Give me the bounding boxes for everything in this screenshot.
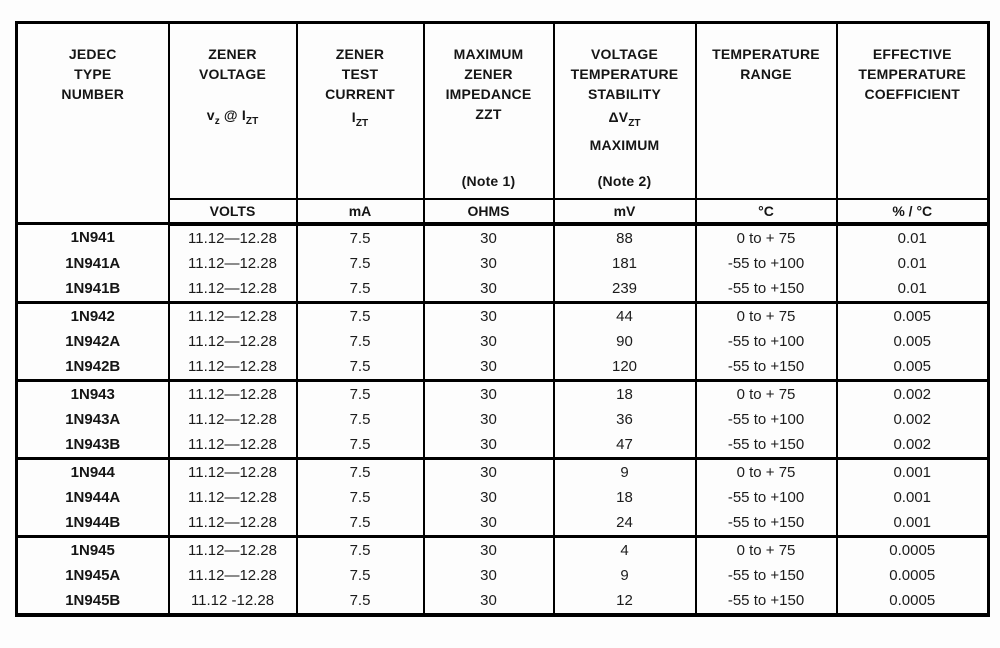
unit-cell: mA xyxy=(297,199,424,224)
table-cell: 11.12—12.28 xyxy=(169,485,297,510)
subscript: z xyxy=(214,115,220,127)
table-cell: 11.12—12.28 xyxy=(169,432,297,459)
zener-specs-table xyxy=(15,21,990,617)
table-cell: 7.5 xyxy=(297,536,424,563)
device-type: 1N945A xyxy=(17,563,169,588)
column-header-jedec-type-number xyxy=(17,23,169,224)
table-cell: 0 to + 75 xyxy=(696,380,837,407)
device-group xyxy=(17,536,989,615)
table-cell: 9 xyxy=(554,563,696,588)
header-line: TYPE xyxy=(74,66,112,82)
table-cell: 4 xyxy=(554,536,696,563)
header-line: VOLTAGE xyxy=(199,66,266,82)
table-cell: 44 xyxy=(554,302,696,329)
table-cell: -55 to +150 xyxy=(696,432,837,459)
table-cell: 7.5 xyxy=(297,302,424,329)
header-line: ZZT xyxy=(475,106,502,122)
table-cell: 11.12—12.28 xyxy=(169,380,297,407)
table-cell: 7.5 xyxy=(297,407,424,432)
table-cell: 7.5 xyxy=(297,563,424,588)
table-row xyxy=(17,276,989,303)
header-note: (Note 1) xyxy=(461,172,516,189)
table-cell: 0.001 xyxy=(837,458,989,485)
header-line: VOLTAGE xyxy=(591,46,658,62)
table-cell: -55 to +100 xyxy=(696,329,837,354)
table-cell: 0.005 xyxy=(837,302,989,329)
column-header-effective-temperature-coefficient xyxy=(837,23,989,199)
table-cell: 11.12—12.28 xyxy=(169,329,297,354)
header-line: ZENER xyxy=(464,66,513,82)
table-cell: 30 xyxy=(424,276,554,303)
table-cell: 0.01 xyxy=(837,251,989,276)
table-row xyxy=(17,407,989,432)
table-cell: 11.12—12.28 xyxy=(169,276,297,303)
table-cell: 11.12—12.28 xyxy=(169,302,297,329)
header-line: MAXIMUM xyxy=(589,136,660,153)
table-cell: 11.12—12.28 xyxy=(169,224,297,251)
table-cell: -55 to +150 xyxy=(696,276,837,303)
table-cell: 12 xyxy=(554,588,696,615)
table-cell: 0.005 xyxy=(837,329,989,354)
header-line: EFFECTIVE xyxy=(872,46,952,62)
device-type: 1N942B xyxy=(17,354,169,381)
table-cell: 30 xyxy=(424,432,554,459)
device-type: 1N945 xyxy=(17,536,169,563)
header-row xyxy=(17,23,989,199)
table-cell: 239 xyxy=(554,276,696,303)
table-cell: 7.5 xyxy=(297,354,424,381)
header-line: NUMBER xyxy=(61,86,125,102)
table-row xyxy=(17,329,989,354)
table-cell: 7.5 xyxy=(297,224,424,251)
header-line: MAXIMUM xyxy=(453,46,524,62)
table-cell: 7.5 xyxy=(297,432,424,459)
table-cell: 90 xyxy=(554,329,696,354)
header-note: (Note 2) xyxy=(597,172,652,189)
subscript: ZT xyxy=(245,115,259,127)
device-type: 1N943 xyxy=(17,380,169,407)
header-line: IMPEDANCE xyxy=(445,86,532,102)
table-cell: -55 to +150 xyxy=(696,354,837,381)
table-header xyxy=(17,23,989,224)
header-line: RANGE xyxy=(740,66,792,82)
device-type: 1N944 xyxy=(17,458,169,485)
header-text xyxy=(19,44,167,104)
device-type: 1N942 xyxy=(17,302,169,329)
header-text xyxy=(426,44,552,124)
header-line: ZENER xyxy=(208,46,257,62)
table-cell: 0.002 xyxy=(837,432,989,459)
table-cell: 30 xyxy=(424,380,554,407)
table-cell: 30 xyxy=(424,224,554,251)
table-cell: 0.001 xyxy=(837,510,989,537)
table-cell: -55 to +100 xyxy=(696,407,837,432)
table-cell: 0 to + 75 xyxy=(696,224,837,251)
table-cell: 7.5 xyxy=(297,510,424,537)
table-cell: 0.01 xyxy=(837,224,989,251)
table-cell: 0 to + 75 xyxy=(696,302,837,329)
device-group xyxy=(17,302,989,380)
table-cell: 30 xyxy=(424,485,554,510)
table-cell: 30 xyxy=(424,354,554,381)
table-cell: 30 xyxy=(424,510,554,537)
table-cell: 30 xyxy=(424,458,554,485)
table-cell: 24 xyxy=(554,510,696,537)
table-row xyxy=(17,251,989,276)
column-header-zener-test-current xyxy=(297,23,424,199)
table-row xyxy=(17,432,989,459)
header-line: STABILITY xyxy=(587,86,662,102)
table-cell: 181 xyxy=(554,251,696,276)
table-cell: 11.12—12.28 xyxy=(169,563,297,588)
header-text xyxy=(171,44,295,133)
header-line: TEMPERATURE xyxy=(570,66,679,82)
table-cell: 11.12—12.28 xyxy=(169,536,297,563)
table-cell: 18 xyxy=(554,485,696,510)
table-cell: 0 to + 75 xyxy=(696,458,837,485)
table-cell: 30 xyxy=(424,563,554,588)
table-cell: -55 to +100 xyxy=(696,485,837,510)
table-row xyxy=(17,563,989,588)
table-cell: 120 xyxy=(554,354,696,381)
header-line: TEMPERATURE xyxy=(858,66,967,82)
table-cell: 7.5 xyxy=(297,276,424,303)
header-line: COEFFICIENT xyxy=(864,86,961,102)
unit-cell: % / °C xyxy=(837,199,989,224)
table-cell: 0.01 xyxy=(837,276,989,303)
table-cell: 30 xyxy=(424,588,554,615)
table-cell: 0.002 xyxy=(837,380,989,407)
table-row xyxy=(17,536,989,563)
unit-cell: VOLTS xyxy=(169,199,297,224)
table-row xyxy=(17,485,989,510)
header-text xyxy=(698,44,835,84)
table-row xyxy=(17,380,989,407)
device-type: 1N944A xyxy=(17,485,169,510)
table-cell: 7.5 xyxy=(297,458,424,485)
device-group xyxy=(17,224,989,303)
table-cell: 7.5 xyxy=(297,329,424,354)
table-cell: 7.5 xyxy=(297,588,424,615)
device-type: 1N943B xyxy=(17,432,169,459)
header-text xyxy=(299,44,422,135)
table-cell: 0.002 xyxy=(837,407,989,432)
header-line: JEDEC xyxy=(68,46,117,62)
device-type: 1N944B xyxy=(17,510,169,537)
unit-cell: mV xyxy=(554,199,696,224)
table-row xyxy=(17,510,989,537)
table-cell: 30 xyxy=(424,329,554,354)
table-cell: -55 to +150 xyxy=(696,563,837,588)
device-type: 1N942A xyxy=(17,329,169,354)
table-cell: 7.5 xyxy=(297,251,424,276)
table-cell: 7.5 xyxy=(297,485,424,510)
header-line: TEST xyxy=(341,66,379,82)
table-cell: 30 xyxy=(424,251,554,276)
column-header-voltage-temperature-stability xyxy=(554,23,696,199)
table-row xyxy=(17,302,989,329)
table-cell: 11.12—12.28 xyxy=(169,251,297,276)
table-cell: 0.001 xyxy=(837,485,989,510)
table-cell: 0.0005 xyxy=(837,588,989,615)
table-cell: 47 xyxy=(554,432,696,459)
unit-cell: OHMS xyxy=(424,199,554,224)
table-cell: -55 to +100 xyxy=(696,251,837,276)
table-cell: -55 to +150 xyxy=(696,588,837,615)
table-cell: 11.12—12.28 xyxy=(169,407,297,432)
device-type: 1N941A xyxy=(17,251,169,276)
device-type: 1N941B xyxy=(17,276,169,303)
table-cell: 0 to + 75 xyxy=(696,536,837,563)
device-type: 1N941 xyxy=(17,224,169,251)
column-header-temperature-range xyxy=(696,23,837,199)
header-formula: $v_z$ @ $I_{ZT}$ xyxy=(206,107,259,127)
table-cell: 30 xyxy=(424,302,554,329)
device-type: 1N943A xyxy=(17,407,169,432)
unit-cell: °C xyxy=(696,199,837,224)
table-cell: 0.0005 xyxy=(837,563,989,588)
table-cell: 30 xyxy=(424,407,554,432)
header-line: TEMPERATURE xyxy=(712,46,820,62)
table-row xyxy=(17,224,989,251)
table-cell: 18 xyxy=(554,380,696,407)
table-cell: 36 xyxy=(554,407,696,432)
table-cell: 0.0005 xyxy=(837,536,989,563)
subscript: ZT xyxy=(355,117,369,129)
device-group xyxy=(17,458,989,536)
table-row xyxy=(17,458,989,485)
table-cell: 11.12—12.28 xyxy=(169,354,297,381)
table-row xyxy=(17,354,989,381)
header-line: ZENER xyxy=(335,46,385,62)
header-formula: $I_{ZT}$ xyxy=(351,109,369,129)
table-cell: 7.5 xyxy=(297,380,424,407)
table-cell: 11.12—12.28 xyxy=(169,458,297,485)
table-cell: 11.12—12.28 xyxy=(169,510,297,537)
table-cell: 0.005 xyxy=(837,354,989,381)
column-header-maximum-zener-impedance xyxy=(424,23,554,199)
device-type: 1N945B xyxy=(17,588,169,615)
header-line: CURRENT xyxy=(325,86,395,102)
header-text xyxy=(839,44,987,104)
device-group xyxy=(17,380,989,458)
table-cell: -55 to +150 xyxy=(696,510,837,537)
subscript: ZT xyxy=(628,117,641,129)
table-cell: 11.12 -12.28 xyxy=(169,588,297,615)
table-cell: 30 xyxy=(424,536,554,563)
column-header-zener-voltage xyxy=(169,23,297,199)
header-formula: $\Delta V_{ZT}$ xyxy=(608,109,641,129)
table-cell: 88 xyxy=(554,224,696,251)
header-text xyxy=(556,44,694,155)
table-cell: 9 xyxy=(554,458,696,485)
table-row xyxy=(17,588,989,615)
